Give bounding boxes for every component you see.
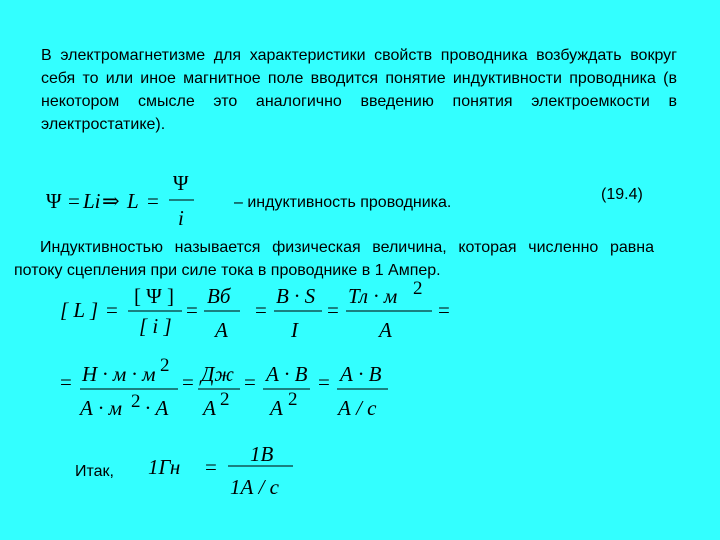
fraction-denominator: 1А / с: [230, 475, 279, 499]
fraction-denominator: А: [203, 396, 216, 420]
exponent: 2: [160, 355, 170, 376]
fraction-numerator: А · В: [266, 362, 308, 386]
units-derivation-formula-line2: [60, 355, 388, 420]
fraction-denominator: А · м: [80, 396, 122, 420]
lhs-bracket-l: [ L ]: [60, 298, 99, 322]
units-derivation-formula-line1: [60, 278, 450, 342]
equals-sign: =: [106, 298, 118, 322]
inductance-symbol: L: [127, 189, 139, 213]
equals-sign: =: [327, 298, 339, 322]
equals-sign: =: [438, 298, 450, 322]
intro-paragraph: В электромагнетизме для характеристики свойств проводника возбуждать вокруг себя то или иное магнитное поле вводится понятие индуктивности проводника (в некотором смысле это аналогично введению понятия электроемкости в электростатике).: [41, 47, 677, 133]
implies-sign: ⇒: [102, 189, 120, 213]
equals-sign: =: [147, 189, 159, 213]
fraction-denominator: [ i ]: [139, 314, 172, 338]
exponent: 2: [220, 389, 230, 410]
equals-sign: =: [182, 370, 194, 394]
equals-sign: =: [205, 455, 217, 479]
equals-sign: =: [186, 298, 198, 322]
fraction-denominator: i: [178, 206, 184, 230]
exponent: 2: [288, 389, 298, 410]
itak-label: Итак,: [75, 463, 114, 480]
fraction-numerator: В · S: [276, 284, 316, 308]
psi-symbol: Ψ: [46, 189, 62, 213]
inductance-definition-formula: [46, 171, 194, 230]
fraction-denominator: А: [215, 318, 228, 342]
fraction-numerator: А · В: [340, 362, 382, 386]
fraction-numerator: [ Ψ ]: [134, 284, 174, 308]
fraction-numerator: Ψ: [173, 171, 189, 195]
equation-description: – индуктивность проводника.: [234, 194, 452, 211]
fraction-denominator-tail: · А: [145, 396, 169, 420]
exponent: 2: [413, 278, 423, 299]
equals-sign: =: [318, 370, 330, 394]
henry-definition-formula: [148, 442, 293, 499]
fraction-numerator: Тл · м: [348, 284, 398, 308]
fraction-numerator: 1В: [250, 442, 274, 466]
equation-number: (19.4): [601, 186, 643, 203]
equals-sign: =: [255, 298, 267, 322]
fraction-denominator: А / с: [338, 396, 377, 420]
li-term: Li: [83, 189, 101, 213]
exponent: 2: [131, 391, 141, 412]
henry-lhs: 1Гн: [148, 455, 181, 479]
fraction-denominator: А: [270, 396, 283, 420]
fraction-denominator: А: [379, 318, 392, 342]
equals-sign: =: [68, 189, 80, 213]
definition-paragraph: Индуктивностью называется физическая величина, которая численно равна потоку сцепления при силе тока в проводнике в 1 Ампер.: [14, 239, 654, 279]
equals-sign: =: [60, 370, 72, 394]
fraction-denominator: I: [291, 318, 298, 342]
fraction-numerator: Дж: [201, 362, 234, 386]
equals-sign: =: [244, 370, 256, 394]
fraction-numerator: Вб: [207, 284, 231, 308]
fraction-numerator: Н · м · м: [82, 362, 156, 386]
